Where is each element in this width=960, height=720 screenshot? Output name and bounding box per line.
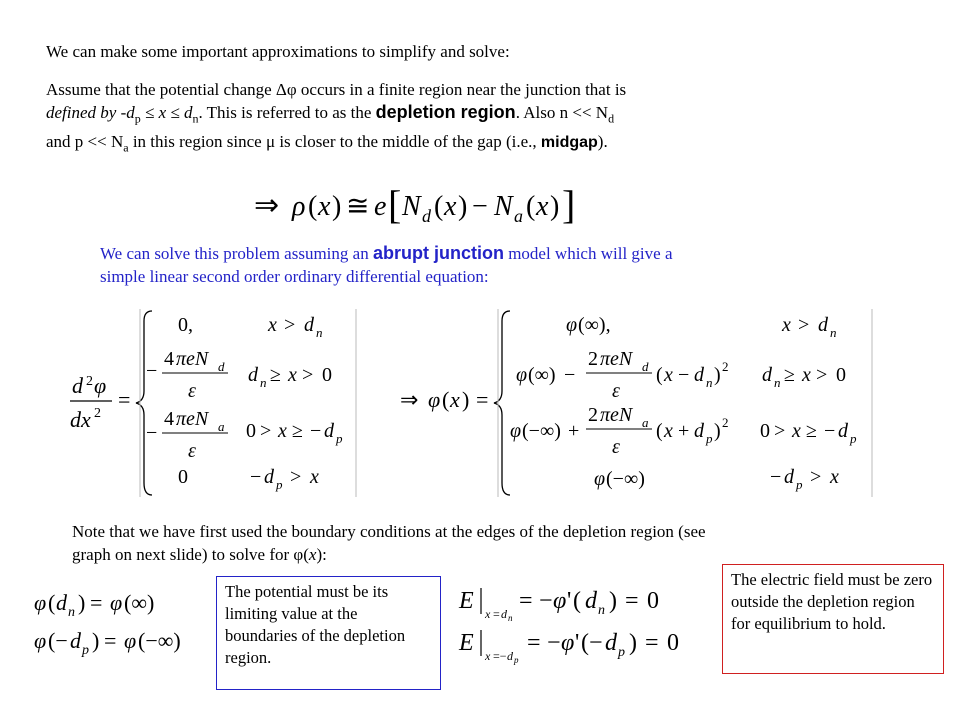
svg-text:d: d xyxy=(762,364,772,386)
svg-text:φ: φ xyxy=(553,588,567,614)
svg-text:0,: 0, xyxy=(178,314,193,336)
intro-line-2: defined by $-d_p \le x \le d_n$. This is referred to as the depletion region. Also $n << N_d$ xyxy=(46,102,615,126)
svg-text:φ: φ xyxy=(566,314,578,336)
svg-text:x: x xyxy=(318,191,331,222)
svg-text:0: 0 xyxy=(322,364,332,386)
svg-text:): ) xyxy=(550,191,560,222)
svg-text:x: x xyxy=(485,607,491,621)
svg-text:x: x xyxy=(792,420,801,442)
svg-text:=: = xyxy=(118,387,131,412)
svg-text:−: − xyxy=(146,422,158,444)
svg-text:⇒: ⇒ xyxy=(400,387,419,412)
midgap-term: midgap xyxy=(540,134,598,152)
svg-text:>: > xyxy=(798,314,810,336)
svg-text:−: − xyxy=(539,588,553,614)
svg-text:]: ] xyxy=(562,182,576,227)
svg-text:−: − xyxy=(564,364,576,386)
svg-text:πeN: πeN xyxy=(600,348,633,370)
svg-text:ε: ε xyxy=(188,380,196,402)
svg-text:d: d xyxy=(642,359,649,374)
svg-text:ρ: ρ xyxy=(292,191,306,222)
svg-text:x: x xyxy=(830,466,839,488)
svg-text:): ) xyxy=(458,191,468,222)
svg-text:p: p xyxy=(276,477,283,492)
svg-text:d: d xyxy=(501,607,507,621)
svg-text:φ: φ xyxy=(594,468,606,490)
svg-text:n: n xyxy=(508,613,513,623)
depletion-region-term: depletion region xyxy=(375,102,516,122)
svg-text:>: > xyxy=(302,364,314,386)
note-paragraph xyxy=(72,520,706,566)
svg-text:p: p xyxy=(336,431,343,446)
svg-text:d: d xyxy=(585,588,597,614)
svg-text:φ: φ xyxy=(124,628,137,653)
svg-text:x: x xyxy=(664,364,673,386)
svg-text:dx: dx xyxy=(70,407,91,432)
svg-text:−: − xyxy=(250,466,262,488)
svg-text:): ) xyxy=(78,590,86,615)
svg-text:φ: φ xyxy=(34,590,47,615)
svg-text:>: > xyxy=(816,364,828,386)
svg-text:(: ( xyxy=(434,191,444,222)
svg-text:>: > xyxy=(810,466,822,488)
svg-text:): ) xyxy=(714,420,721,442)
potential-note-box: The potential must be its limiting value at the boundaries of the depletion region. xyxy=(216,576,441,690)
svg-text:x: x xyxy=(802,364,811,386)
svg-text:0: 0 xyxy=(836,364,846,386)
svg-text:4: 4 xyxy=(164,348,174,370)
svg-text:2: 2 xyxy=(588,404,598,426)
svg-text:−: − xyxy=(472,191,488,222)
svg-text:p: p xyxy=(514,655,519,665)
svg-text:(: ( xyxy=(656,420,663,442)
svg-text:d: d xyxy=(422,206,431,226)
svg-text:φ: φ xyxy=(94,373,107,398)
svg-text:n: n xyxy=(260,375,267,390)
svg-text:=−: =− xyxy=(493,649,507,663)
svg-text:ε: ε xyxy=(188,440,196,462)
svg-text:4: 4 xyxy=(164,408,174,430)
field-note-box: The electric field must be zero outside the depletion region for equilibrium to hold. xyxy=(722,564,944,674)
svg-text:0: 0 xyxy=(178,466,188,488)
svg-text:−: − xyxy=(547,630,561,656)
svg-text:': ' xyxy=(575,630,580,656)
svg-text:=: = xyxy=(645,630,659,656)
svg-text:x: x xyxy=(310,466,319,488)
svg-text:d: d xyxy=(304,314,314,336)
svg-text:≥: ≥ xyxy=(292,420,303,442)
intro-heading: We can make some important approximations to simplify and solve: xyxy=(46,42,510,61)
svg-text:': ' xyxy=(567,588,572,614)
svg-text:d: d xyxy=(248,364,258,386)
svg-text:): ) xyxy=(714,364,721,386)
svg-text:x: x xyxy=(450,387,460,412)
intro-paragraph xyxy=(46,78,926,160)
svg-text:2: 2 xyxy=(722,359,729,374)
svg-text:d: d xyxy=(784,466,794,488)
svg-text:(: ( xyxy=(48,590,56,615)
svg-text:[: [ xyxy=(388,182,402,227)
svg-text:ε: ε xyxy=(612,436,620,458)
implies-arrow: ⇒ xyxy=(254,189,280,222)
svg-text:(: ( xyxy=(656,364,663,386)
svg-text:p: p xyxy=(618,645,625,660)
svg-text:2: 2 xyxy=(86,374,93,389)
svg-text:d: d xyxy=(694,420,704,442)
note-line-2: graph on next slide) to solve for φ(x): xyxy=(72,545,327,564)
svg-text:n: n xyxy=(68,605,75,620)
svg-text:≥: ≥ xyxy=(784,364,795,386)
svg-text:a: a xyxy=(514,206,523,226)
svg-text:(: ( xyxy=(442,387,450,412)
svg-text:2: 2 xyxy=(94,406,101,421)
svg-text:E: E xyxy=(459,588,474,614)
svg-text:d: d xyxy=(818,314,828,336)
svg-text:): ) xyxy=(629,630,637,656)
svg-text:x: x xyxy=(782,314,791,336)
svg-text:2: 2 xyxy=(722,415,729,430)
svg-text:n: n xyxy=(706,375,713,390)
svg-text:=: = xyxy=(90,590,103,615)
svg-text:≥: ≥ xyxy=(270,364,281,386)
svg-text:p: p xyxy=(706,431,713,446)
svg-text:(−: (− xyxy=(48,628,68,653)
svg-text:d: d xyxy=(694,364,704,386)
svg-text:≅: ≅ xyxy=(346,191,370,222)
poisson-equation xyxy=(60,305,440,500)
abrupt-paragraph xyxy=(100,242,673,288)
svg-text:(−∞): (−∞) xyxy=(606,468,645,490)
svg-text:−: − xyxy=(678,364,690,386)
svg-text:n: n xyxy=(316,325,323,340)
svg-text:e: e xyxy=(374,191,387,222)
svg-text:n: n xyxy=(598,603,605,618)
svg-text:=: = xyxy=(476,387,489,412)
svg-text:(−∞): (−∞) xyxy=(138,628,181,653)
svg-text:d: d xyxy=(507,649,513,663)
svg-text:E: E xyxy=(459,630,474,656)
svg-text:+: + xyxy=(568,420,580,442)
svg-text:): ) xyxy=(332,191,342,222)
svg-text:): ) xyxy=(462,387,470,412)
svg-text:>: > xyxy=(290,466,302,488)
svg-text:d: d xyxy=(838,420,848,442)
svg-text:=: = xyxy=(493,607,500,621)
svg-text:0: 0 xyxy=(647,588,659,614)
field-boundary-conditions xyxy=(455,576,705,666)
svg-text:N: N xyxy=(402,191,421,222)
svg-text:d: d xyxy=(72,373,83,398)
svg-text:φ: φ xyxy=(34,628,47,653)
svg-text:(−∞): (−∞) xyxy=(522,420,561,442)
svg-text:(: ( xyxy=(308,191,318,222)
svg-text:d: d xyxy=(70,628,81,653)
abrupt-junction-term: abrupt junction xyxy=(372,243,504,263)
svg-text:−: − xyxy=(146,360,158,382)
svg-text:φ: φ xyxy=(428,387,441,412)
svg-text:a: a xyxy=(642,415,649,430)
svg-text:πeN: πeN xyxy=(176,408,209,430)
svg-text:φ: φ xyxy=(110,590,123,615)
svg-text:0: 0 xyxy=(667,630,679,656)
intro-line-1: Assume that the potential change Δφ occurs in a finite region near the junction that is xyxy=(46,80,627,99)
svg-text:x: x xyxy=(536,191,549,222)
svg-text:−: − xyxy=(824,420,836,442)
svg-text:d: d xyxy=(324,420,334,442)
svg-text:φ: φ xyxy=(510,420,522,442)
svg-text:x: x xyxy=(268,314,277,336)
svg-text:−: − xyxy=(310,420,322,442)
svg-text:>: > xyxy=(774,420,786,442)
svg-text:d: d xyxy=(218,359,225,374)
svg-text:>: > xyxy=(284,314,296,336)
svg-text:=: = xyxy=(625,588,639,614)
svg-text:d: d xyxy=(605,630,617,656)
svg-text:=: = xyxy=(527,630,541,656)
svg-text:φ: φ xyxy=(516,364,528,386)
svg-text:=: = xyxy=(519,588,533,614)
svg-text:(: ( xyxy=(526,191,536,222)
potential-boundary-conditions xyxy=(30,582,210,662)
svg-text:(∞),: (∞), xyxy=(578,314,611,336)
svg-text:p: p xyxy=(850,431,857,446)
svg-text:n: n xyxy=(774,375,781,390)
svg-text:d: d xyxy=(56,590,67,615)
rho-equation xyxy=(250,182,580,230)
svg-text:0: 0 xyxy=(760,420,770,442)
svg-text:−: − xyxy=(770,466,782,488)
svg-text:ε: ε xyxy=(612,380,620,402)
abrupt-line-1: We can solve this problem assuming an abrupt junction model which will give a xyxy=(100,243,673,263)
intro-line-3: and $p << N_a$ in this region since μ is closer to the middle of the gap (i.e., midgap). xyxy=(46,132,608,155)
svg-text:x: x xyxy=(485,649,491,663)
svg-text:d: d xyxy=(264,466,274,488)
svg-text:p: p xyxy=(82,643,89,658)
svg-text:p: p xyxy=(796,477,803,492)
svg-text:+: + xyxy=(678,420,690,442)
svg-text:x: x xyxy=(444,191,457,222)
svg-text:πeN: πeN xyxy=(600,404,633,426)
svg-text:2: 2 xyxy=(588,348,598,370)
svg-text:(−: (− xyxy=(581,630,603,656)
abrupt-line-2: simple linear second order ordinary differential equation: xyxy=(100,267,489,286)
svg-text:n: n xyxy=(830,325,837,340)
svg-text:): ) xyxy=(92,628,100,653)
svg-text:>: > xyxy=(260,420,272,442)
svg-text:x: x xyxy=(288,364,297,386)
svg-text:(: ( xyxy=(573,588,581,614)
svg-text:): ) xyxy=(609,588,617,614)
svg-text:(∞): (∞) xyxy=(124,590,155,615)
svg-text:x: x xyxy=(278,420,287,442)
note-line-1: Note that we have first used the boundary conditions at the edges of the depletion region (see xyxy=(72,522,706,541)
svg-text:=: = xyxy=(104,628,117,653)
svg-text:πeN: πeN xyxy=(176,348,209,370)
svg-text:N: N xyxy=(494,191,513,222)
svg-text:(∞): (∞) xyxy=(528,364,556,386)
svg-text:φ: φ xyxy=(561,630,575,656)
potential-solution xyxy=(398,305,888,500)
svg-text:≥: ≥ xyxy=(806,420,817,442)
svg-text:a: a xyxy=(218,419,225,434)
svg-text:x: x xyxy=(664,420,673,442)
svg-text:0: 0 xyxy=(246,420,256,442)
